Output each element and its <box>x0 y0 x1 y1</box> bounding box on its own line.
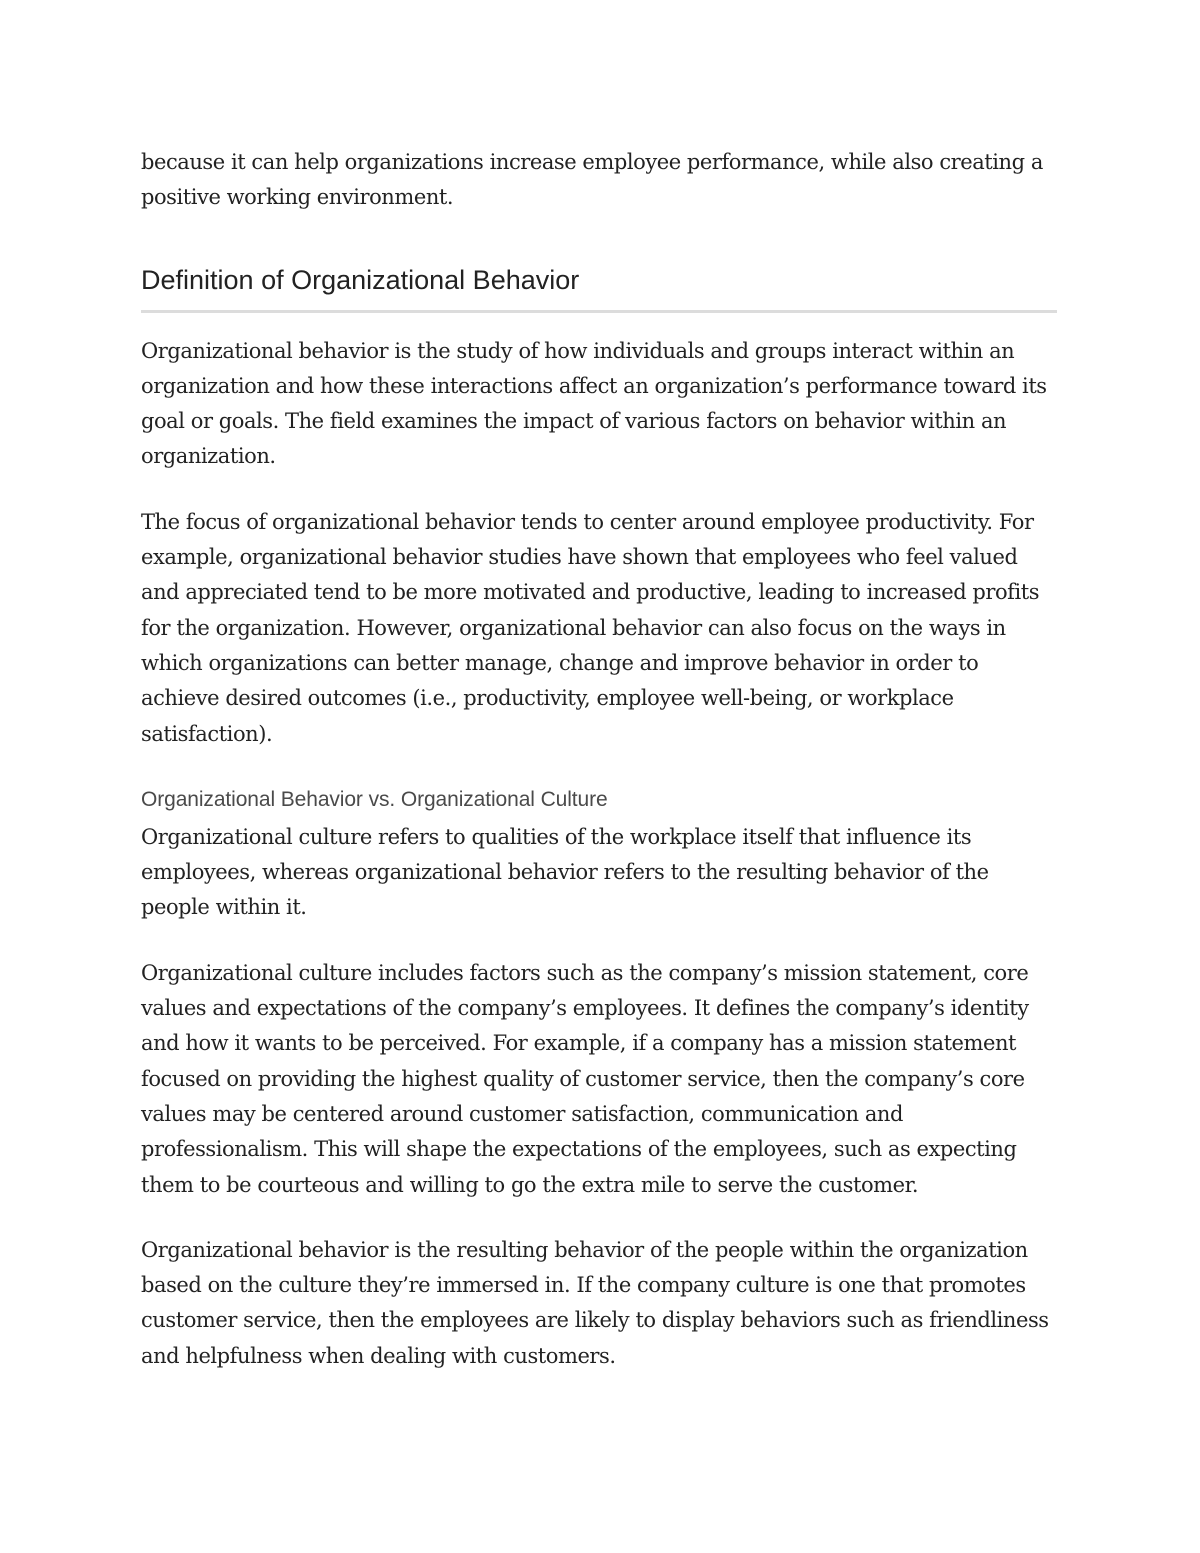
culture-definition-paragraph: Organizational culture refers to qualities of the workplace itself that influence its employees, whereas organizational behavior refers to the resulting behavior of the people within it. <box>141 824 989 920</box>
focus-paragraph: The focus of organizational behavior tends to center around employee productivity. For example, organizational behavior studies have shown that employees who feel valued and appreciated tend to be more motivated and productive, leading to increased profits for the organization. However, organizational behavior can also focus on the ways in which organizations can better manage, change and improve behavior in order to achieve desired outcomes (i.e., productivity, employee well-being, or workplace satisfaction). <box>141 509 1040 746</box>
behavior-result-paragraph: Organizational behavior is the resulting behavior of the people within the organization based on the culture they’re immersed in. If the company culture is one that promotes customer service, then the employees are likely to display behaviors such as friendliness and helpfulness when dealing with customers. <box>141 1237 1049 1368</box>
definition-paragraph: Organizational behavior is the study of how individuals and groups interact within an organization and how these interactions affect an organization’s performance toward its goal or goals. The field examines the impact of various factors on behavior within an organization. <box>141 338 1047 469</box>
section-heading: Definition of Organizational Behavior <box>141 263 1057 313</box>
document-content <box>141 145 1061 1374</box>
culture-factors-paragraph: Organizational culture includes factors such as the company’s mission statement, core values and expectations of the company’s employees. It defines the company’s identity and how it wants to be perceived. For example, if a company has a mission statement focused on providing the highest quality of customer service, then the company’s core values may be centered around customer satisfaction, communication and professionalism. This will shape the expectations of the employees, such as expecting them to be courteous and willing to go the extra mile to serve the customer. <box>141 960 1029 1197</box>
subsection-heading: Organizational Behavior vs. Organizational Culture <box>141 787 608 811</box>
intro-paragraph: because it can help organizations increase employee performance, while also creating a positive working environment. <box>141 150 1043 210</box>
